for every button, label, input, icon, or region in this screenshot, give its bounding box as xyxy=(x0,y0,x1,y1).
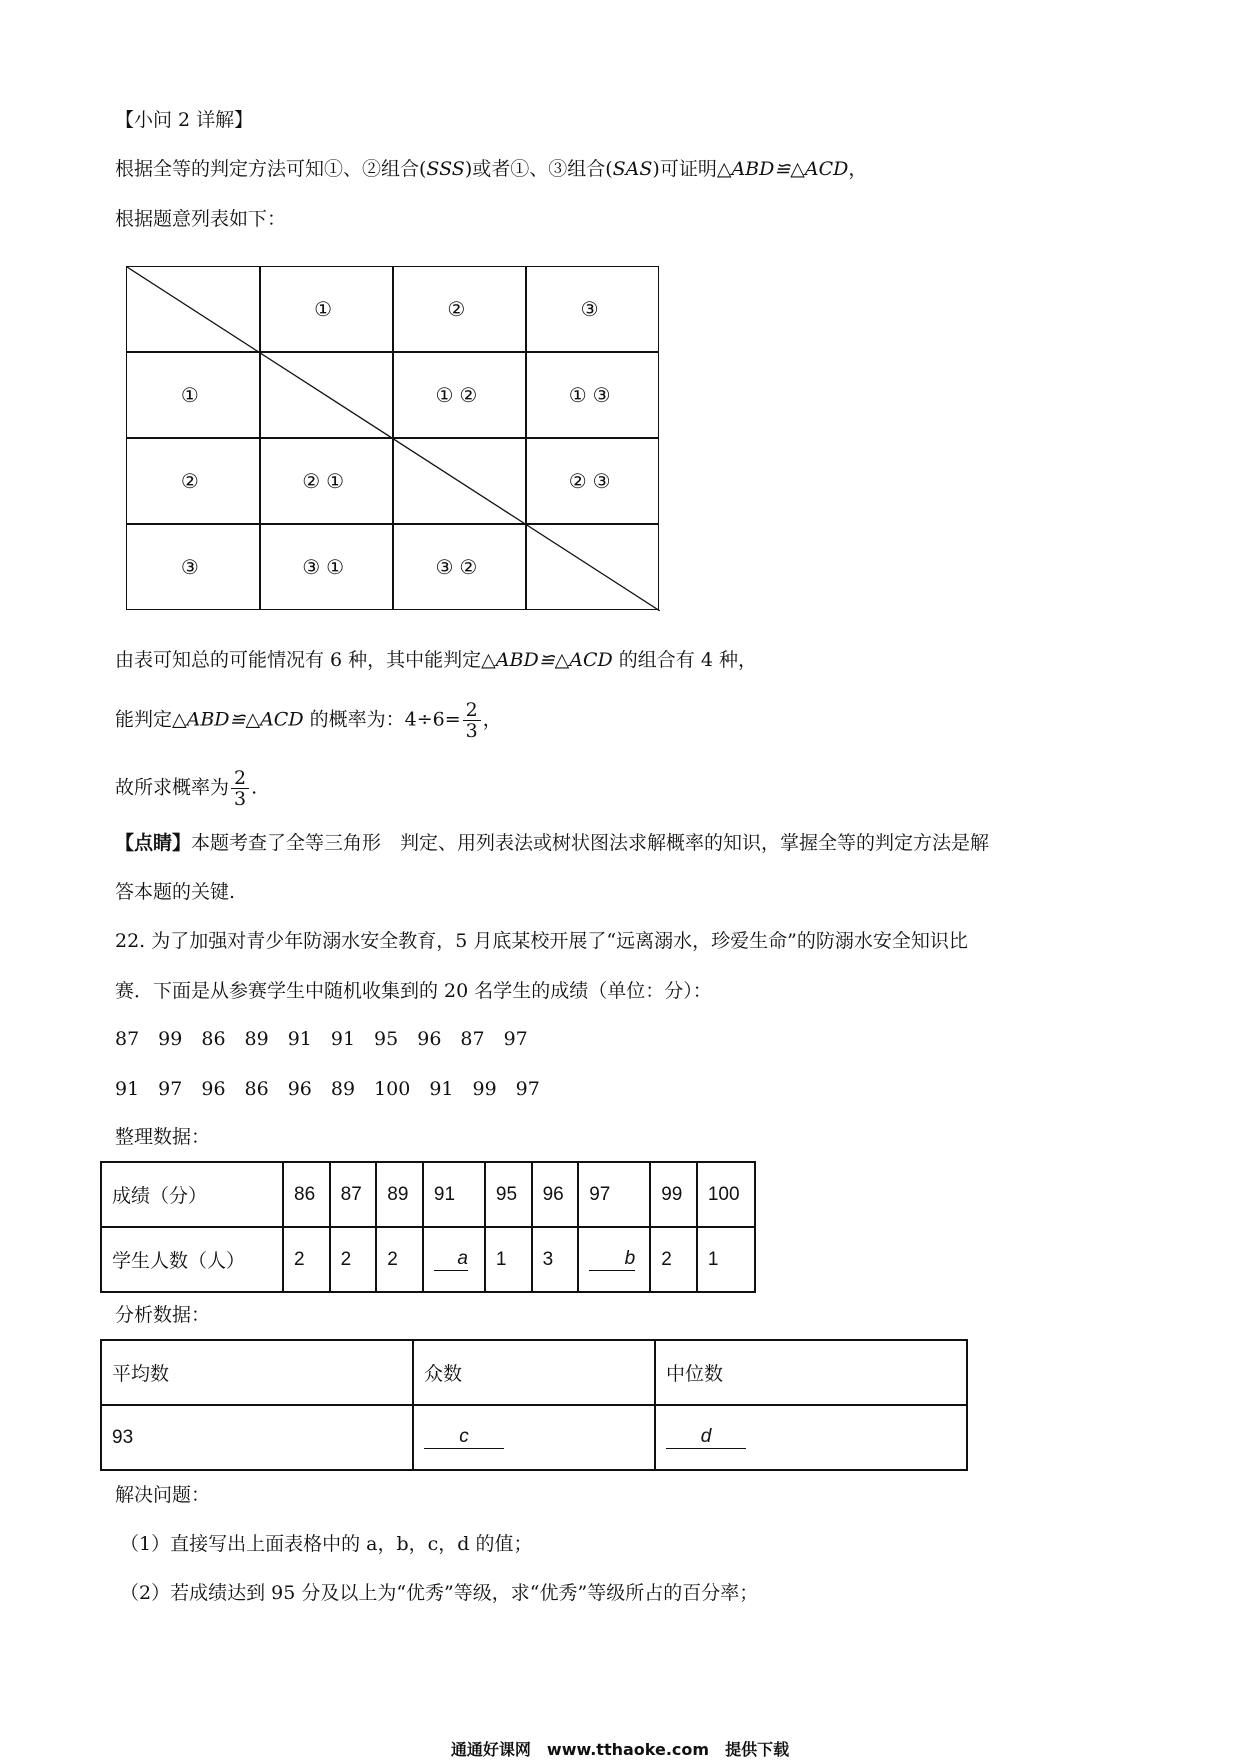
table-row xyxy=(101,1340,967,1405)
combo-cell: ① xyxy=(126,352,259,438)
combo-cell: ①② xyxy=(393,352,526,438)
blank-c: c xyxy=(424,1426,504,1449)
combination-table xyxy=(127,267,660,611)
table-row xyxy=(101,1227,755,1292)
comment-line-1: 【点睛】本题考查了全等三角形 判定、用列表法或树状图法求解概率的知识，掌握全等的判定方法是解 xyxy=(115,832,990,854)
combo-cell: ③① xyxy=(260,524,393,610)
table-cell: 86 xyxy=(283,1162,330,1227)
paragraph-congruence-methods: 根据全等的判定方法可知①、②组合(SSS)或者①、③组合(SAS)可证明△ABD≌△ACD， xyxy=(115,158,868,180)
combo-cell: ③② xyxy=(393,524,526,610)
combo-cell: ①③ xyxy=(526,352,659,438)
sss-term: SSS xyxy=(426,158,465,180)
task-2: （2）若成绩达到 95 分及以上为“优秀”等级，求“优秀”等级所占的百分率； xyxy=(120,1582,759,1604)
table-cell: 91 xyxy=(423,1162,485,1227)
table-cell: 89 xyxy=(376,1162,423,1227)
question-22-line-1: 22. 为了加强对青少年防溺水安全教育，5 月底某校开展了“远离溺水，珍爱生命”的防溺水安全知识比 xyxy=(115,930,968,952)
table-cell: 2 xyxy=(376,1227,423,1292)
table-cell: 99 xyxy=(650,1162,697,1227)
paragraph-table-intro: 根据题意列表如下： xyxy=(115,208,287,230)
table-cell: 1 xyxy=(697,1227,755,1292)
combo-cell: ③ xyxy=(126,524,259,610)
blank-d: d xyxy=(666,1426,746,1449)
fraction: $\frac{2}{3}$ xyxy=(231,768,249,809)
table-cell: 平均数 xyxy=(101,1340,413,1405)
table-cell: 3 xyxy=(532,1227,579,1292)
combo-cell: ② xyxy=(126,438,259,524)
table-cell: 97 xyxy=(578,1162,650,1227)
table-cell: 众数 xyxy=(413,1340,655,1405)
combo-cell xyxy=(526,524,659,610)
table-cell: 87 xyxy=(330,1162,377,1227)
blank-a: a xyxy=(434,1248,468,1271)
congruence-expression: △ABD≌△ACD xyxy=(716,158,849,180)
combo-cell: ②③ xyxy=(526,438,659,524)
table-cell: 2 xyxy=(650,1227,697,1292)
fraction: $\frac{2}{3}$ xyxy=(463,700,481,741)
table-cell xyxy=(423,1227,485,1292)
combo-cell: ②① xyxy=(260,438,393,524)
paragraph-probability: 能判定△ABD≌△ACD 的概率为：4÷6= $\frac{2}{3}$ ， xyxy=(115,699,502,742)
solve-label: 解决问题： xyxy=(115,1484,211,1506)
table-cell: 2 xyxy=(330,1227,377,1292)
table-cell: 93 xyxy=(101,1405,413,1470)
scores-row-1: 87 99 86 89 91 91 95 96 87 97 xyxy=(115,1028,528,1050)
table-cell: 100 xyxy=(697,1162,755,1227)
sas-term: SAS xyxy=(612,158,653,180)
comment-line-2: 答本题的关键. xyxy=(115,881,236,903)
table-cell: 中位数 xyxy=(655,1340,967,1405)
table-cell xyxy=(413,1405,655,1470)
task-1: （1）直接写出上面表格中的 a，b，c，d 的值； xyxy=(120,1533,533,1555)
paragraph-answer: 故所求概率为 $\frac{2}{3}$ . xyxy=(115,767,258,810)
table-row xyxy=(101,1405,967,1470)
combo-cell: ② xyxy=(393,266,526,352)
combo-cell xyxy=(126,266,259,352)
congruence-expression: △ABD≌△ACD xyxy=(481,649,613,671)
organize-label: 整理数据： xyxy=(115,1126,211,1148)
frequency-table xyxy=(100,1161,756,1293)
stats-table xyxy=(100,1339,968,1471)
paragraph-total-cases: 由表可知总的可能情况有 6 种，其中能判定△ABD≌△ACD 的组合有 4 种， xyxy=(115,649,757,671)
combo-cell xyxy=(260,352,393,438)
table-cell: 成绩（分） xyxy=(101,1162,283,1227)
combo-cell: ① xyxy=(260,266,393,352)
blank-b: b xyxy=(589,1248,635,1271)
combo-cell: ③ xyxy=(526,266,659,352)
question-22-line-2: 赛．下面是从参赛学生中随机收集到的 20 名学生的成绩（单位：分）： xyxy=(115,980,712,1002)
table-cell: 1 xyxy=(485,1227,532,1292)
section-heading: 【小问 2 详解】 xyxy=(115,109,254,131)
table-cell xyxy=(578,1227,650,1292)
table-cell xyxy=(655,1405,967,1470)
table-row xyxy=(101,1162,755,1227)
footer-source: 通通好课网 www.tthaoke.com 提供下载 xyxy=(450,1740,790,1759)
scores-row-2: 91 97 96 86 96 89 100 91 99 97 xyxy=(115,1078,540,1100)
comment-tag: 【点睛】 xyxy=(115,832,192,854)
table-cell: 96 xyxy=(532,1162,579,1227)
table-cell: 95 xyxy=(485,1162,532,1227)
analyze-label: 分析数据： xyxy=(115,1304,211,1326)
table-cell: 2 xyxy=(283,1227,330,1292)
table-cell: 学生人数（人） xyxy=(101,1227,283,1292)
combo-cell xyxy=(393,438,526,524)
congruence-expression: △ABD≌△ACD xyxy=(172,708,304,731)
